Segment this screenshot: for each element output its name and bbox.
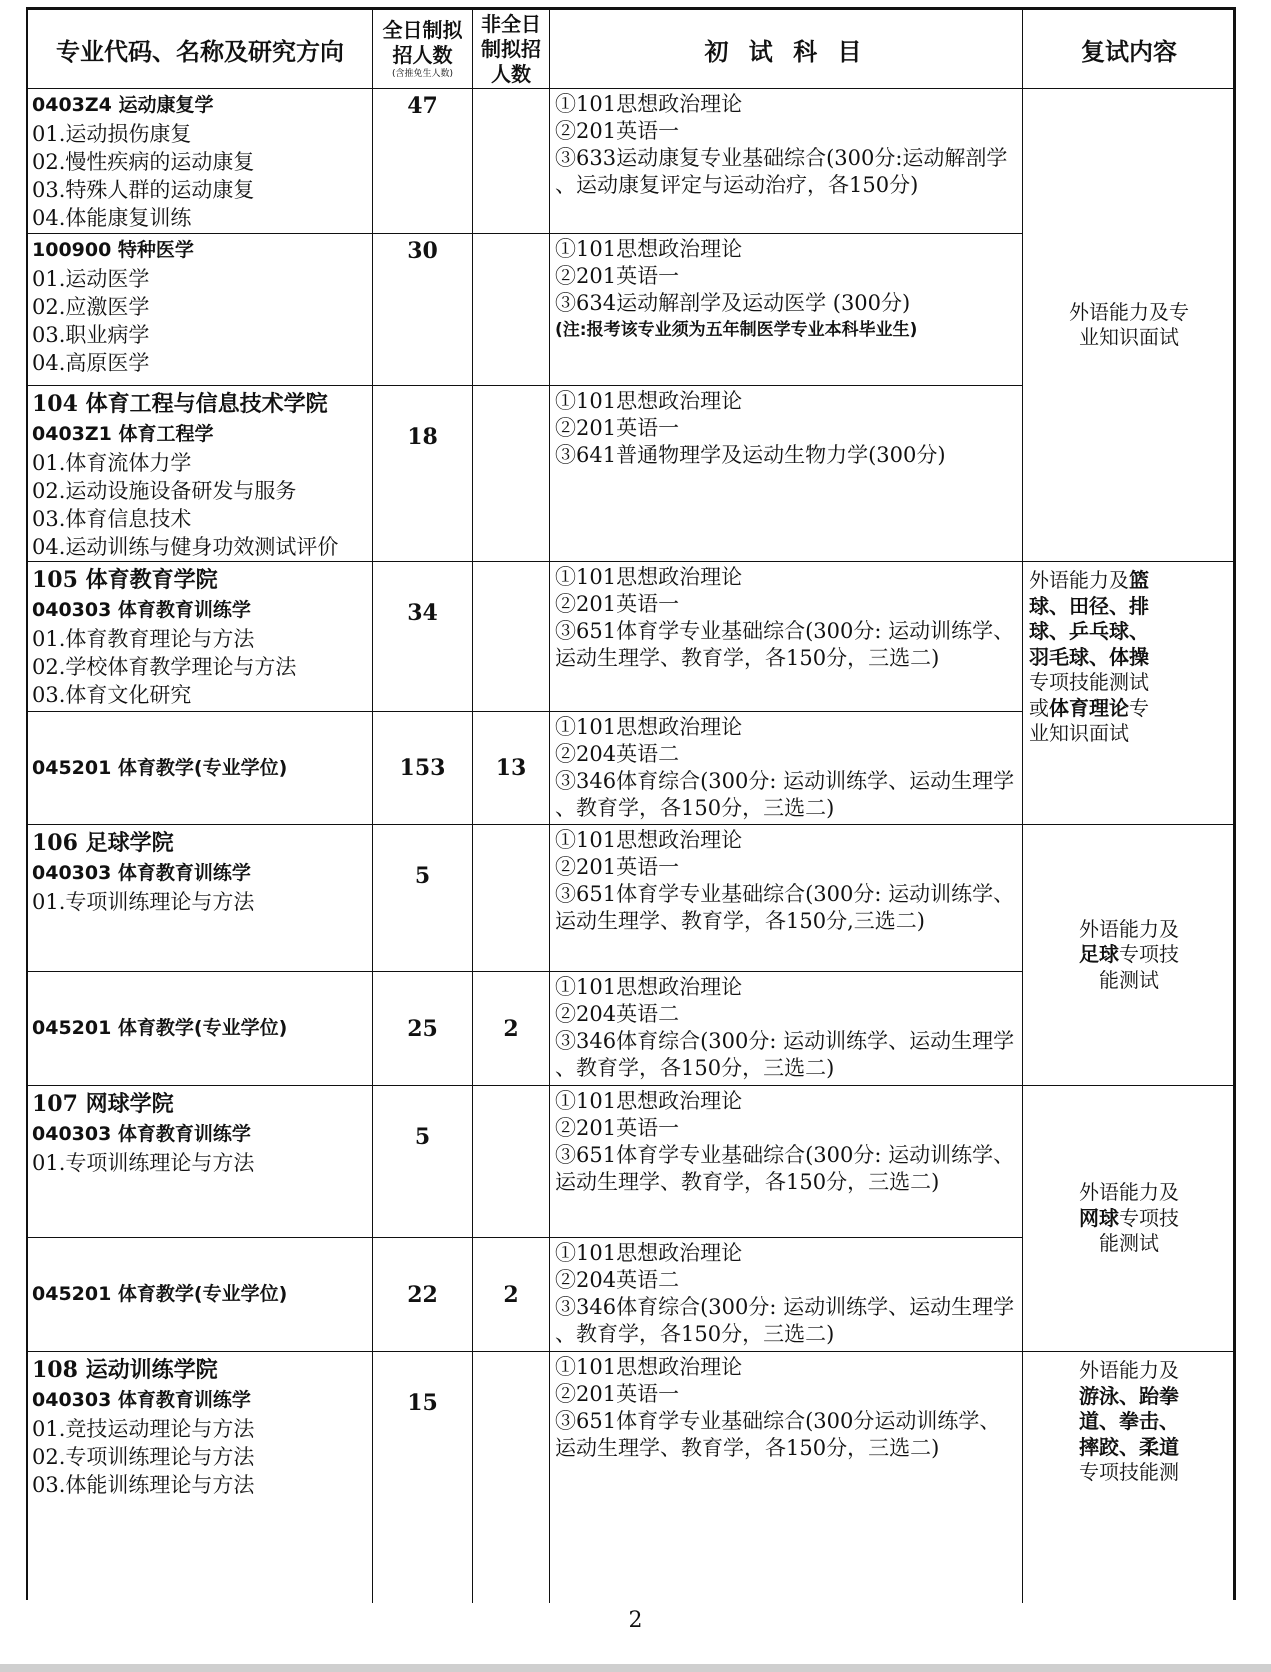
subject-line: ②201英语一 xyxy=(555,119,680,143)
retest-content xyxy=(1023,89,1235,562)
header-subjects-text: 初 试 科 目 xyxy=(704,37,868,66)
row-major-045201 xyxy=(28,972,373,1086)
row-major-0403z1 xyxy=(28,386,373,562)
subject-line: ①101思想政治理论 xyxy=(555,237,743,261)
subject-line: 运动生理学、教育学，各150分,三选二) xyxy=(555,909,925,933)
retest-content xyxy=(1023,1086,1235,1352)
subject-line: ②204英语二 xyxy=(555,742,680,766)
subject-line: ③634运动解剖学及运动医学 (300分) xyxy=(555,291,911,315)
fulltime-count xyxy=(373,972,473,1086)
fulltime-count-value: 5 xyxy=(414,863,431,889)
major-code: 045201 体育教学(专业学位) xyxy=(32,1283,288,1305)
header-fulltime xyxy=(373,10,473,89)
research-direction: 04.运动训练与健身功效测试评价 xyxy=(32,535,339,559)
research-direction: 02.专项训练理论与方法 xyxy=(32,1445,255,1469)
fulltime-count-value: 15 xyxy=(407,1390,438,1416)
parttime-count-value: 13 xyxy=(495,755,527,781)
exam-subjects xyxy=(550,972,1023,1086)
subject-line: ③651体育学专业基础综合(300分: 运动训练学、 xyxy=(555,1143,1015,1167)
header-retest xyxy=(1023,10,1235,89)
research-direction: 03.特殊人群的运动康复 xyxy=(32,178,255,202)
parttime-count xyxy=(473,712,550,825)
retest-text: 外语能力及 xyxy=(1079,1180,1179,1205)
retest-theory: 体育理论 xyxy=(1049,695,1129,720)
header-parttime-text: 非全日制拟招人数 xyxy=(481,11,541,86)
retest-content xyxy=(1023,1352,1235,1603)
subject-line: ①101思想政治理论 xyxy=(555,1089,743,1113)
retest-sports: 网球 xyxy=(1079,1205,1119,1230)
fulltime-count-value: 22 xyxy=(407,1281,438,1308)
subject-line: ③651体育学专业基础综合(300分运动训练学、 xyxy=(555,1409,1001,1433)
parttime-count xyxy=(473,1238,550,1352)
subject-line: ②201英语一 xyxy=(555,592,680,616)
exam-subjects xyxy=(550,712,1023,825)
fulltime-count-value: 153 xyxy=(399,755,446,781)
exam-subjects xyxy=(550,1352,1023,1603)
subject-line: ②201英语一 xyxy=(555,1382,680,1406)
subject-line: ③346体育综合(300分: 运动训练学、运动生理学 xyxy=(555,1295,1015,1319)
parttime-count xyxy=(473,825,550,972)
parttime-count xyxy=(473,562,550,712)
subject-line: ①101思想政治理论 xyxy=(555,389,743,413)
subject-line: 运动生理学、教育学，各150分，三选二) xyxy=(555,1436,940,1460)
major-code: 100900 特种医学 xyxy=(32,239,194,261)
major-code: 0403Z1 体育工程学 xyxy=(32,423,214,445)
parttime-count-value: 2 xyxy=(503,1281,519,1308)
subject-line: ③633运动康复专业基础综合(300分:运动解剖学 xyxy=(555,146,1008,170)
subject-line: ③651体育学专业基础综合(300分: 运动训练学、 xyxy=(555,882,1015,906)
research-direction: 01.专项训练理论与方法 xyxy=(32,1151,255,1175)
retest-text: 专项技能测试 xyxy=(1099,1205,1179,1256)
research-direction: 03.体育文化研究 xyxy=(32,683,192,707)
research-direction: 03.体育信息技术 xyxy=(32,507,192,531)
research-direction: 01.运动损伤康复 xyxy=(32,122,192,146)
subject-line: ②201英语一 xyxy=(555,855,680,879)
exam-subjects xyxy=(550,1238,1023,1352)
subject-line: ②204英语二 xyxy=(555,1268,680,1292)
major-code: 040303 体育教育训练学 xyxy=(32,1123,251,1145)
exam-subjects xyxy=(550,234,1023,386)
research-direction: 02.学校体育教学理论与方法 xyxy=(32,655,297,679)
fulltime-count-value: 34 xyxy=(407,600,438,626)
header-fulltime-text: 全日制拟招人数 xyxy=(382,18,463,67)
subject-line: 、运动康复评定与运动治疗，各150分) xyxy=(555,173,919,197)
bottom-edge-bar xyxy=(0,1664,1271,1672)
parttime-count xyxy=(473,386,550,562)
exam-subjects xyxy=(550,89,1023,234)
parttime-count-value: 2 xyxy=(503,1015,519,1042)
major-code: 0403Z4 运动康复学 xyxy=(32,94,214,116)
subject-line: 、教育学，各150分，三选二) xyxy=(555,796,835,820)
retest-text: 外语能力及 xyxy=(1079,1358,1179,1382)
subject-line: 、教育学，各150分，三选二) xyxy=(555,1056,835,1080)
retest-text: 专项技能测试 xyxy=(1099,942,1179,992)
fulltime-count xyxy=(373,234,473,386)
major-code: 045201 体育教学(专业学位) xyxy=(32,756,288,779)
research-direction: 04.体能康复训练 xyxy=(32,206,192,230)
exam-subjects xyxy=(550,825,1023,972)
research-direction: 01.体育教育理论与方法 xyxy=(32,627,255,651)
exam-subjects xyxy=(550,1086,1023,1238)
retest-sports: 游泳、跆拳道、拳击、摔跤、柔道 xyxy=(1079,1383,1179,1459)
fulltime-count xyxy=(373,562,473,712)
fulltime-count-value: 18 xyxy=(407,424,438,450)
row-major-040303 xyxy=(28,1352,373,1603)
row-major-040303 xyxy=(28,562,373,712)
subject-line: ③346体育综合(300分: 运动训练学、运动生理学 xyxy=(555,769,1015,793)
subject-line: ②204英语二 xyxy=(555,1002,680,1026)
subject-line: ②201英语一 xyxy=(555,416,680,440)
header-subjects xyxy=(550,10,1023,89)
fulltime-count xyxy=(373,1352,473,1603)
subject-line: ③651体育学专业基础综合(300分: 运动训练学、 xyxy=(555,619,1015,643)
fulltime-count-value: 30 xyxy=(407,238,438,264)
parttime-count xyxy=(473,234,550,386)
subject-line: ①101思想政治理论 xyxy=(555,828,743,852)
research-direction: 02.应激医学 xyxy=(32,295,150,319)
research-direction: 03.职业病学 xyxy=(32,323,150,347)
major-code: 040303 体育教育训练学 xyxy=(32,599,251,621)
page-number: 2 xyxy=(628,1608,643,1633)
subject-note: (注:报考该专业须为五年制医学专业本科毕业生) xyxy=(555,320,918,340)
fulltime-count xyxy=(373,1238,473,1352)
research-direction: 01.专项训练理论与方法 xyxy=(32,890,255,914)
header-parttime xyxy=(473,10,550,89)
retest-sports: 篮球、田径、排球、乒乓球、羽毛球、体操 xyxy=(1029,568,1149,669)
retest-sports: 足球 xyxy=(1079,942,1119,967)
research-direction: 03.体能训练理论与方法 xyxy=(32,1473,255,1497)
row-major-040303 xyxy=(28,825,373,972)
header-major xyxy=(28,10,373,89)
fulltime-count xyxy=(373,386,473,562)
fulltime-count-value: 47 xyxy=(407,93,438,119)
retest-text: 外语能力及 xyxy=(1079,916,1179,941)
fulltime-count xyxy=(373,89,473,234)
retest-text: 外语能力及专业知识面试 xyxy=(1069,299,1189,349)
retest-text: 专项技能测 xyxy=(1079,1460,1179,1484)
fulltime-count xyxy=(373,825,473,972)
subject-line: 运动生理学、教育学，各150分，三选二) xyxy=(555,1170,940,1194)
subject-line: ①101思想政治理论 xyxy=(555,92,743,116)
research-direction: 02.慢性疾病的运动康复 xyxy=(32,150,255,174)
department-title: 104 体育工程与信息技术学院 xyxy=(32,391,328,417)
parttime-count xyxy=(473,1086,550,1238)
subject-line: ①101思想政治理论 xyxy=(555,1355,743,1379)
research-direction: 02.运动设施设备研发与服务 xyxy=(32,479,297,503)
department-title: 106 足球学院 xyxy=(32,830,174,856)
research-direction: 04.高原医学 xyxy=(32,351,150,375)
parttime-count xyxy=(473,1352,550,1603)
subject-line: ③641普通物理学及运动生物力学(300分) xyxy=(555,443,946,467)
major-code: 045201 体育教学(专业学位) xyxy=(32,1017,288,1039)
retest-text: 外语能力及 xyxy=(1029,568,1129,592)
exam-subjects xyxy=(550,562,1023,712)
subject-line: 、教育学，各150分，三选二) xyxy=(555,1322,835,1346)
row-major-045201 xyxy=(28,712,373,825)
row-major-100900 xyxy=(28,234,373,386)
admissions-table xyxy=(26,7,1236,1600)
subject-line: ②201英语一 xyxy=(555,264,680,288)
fulltime-count xyxy=(373,1086,473,1238)
header-retest-text: 复试内容 xyxy=(1081,37,1177,66)
row-major-0403z4 xyxy=(28,89,373,234)
fulltime-count xyxy=(373,712,473,825)
fulltime-count-value: 25 xyxy=(407,1015,438,1042)
subject-line: ①101思想政治理论 xyxy=(555,975,743,999)
research-direction: 01.体育流体力学 xyxy=(32,451,192,475)
research-direction: 01.运动医学 xyxy=(32,267,150,291)
subject-line: 运动生理学、教育学，各150分，三选二) xyxy=(555,646,940,670)
subject-line: ①101思想政治理论 xyxy=(555,565,743,589)
subject-line: ②201英语一 xyxy=(555,1116,680,1140)
research-direction: 01.竞技运动理论与方法 xyxy=(32,1417,255,1441)
parttime-count xyxy=(473,972,550,1086)
major-code: 040303 体育教育训练学 xyxy=(32,862,251,884)
department-title: 108 运动训练学院 xyxy=(32,1357,218,1383)
department-title: 105 体育教育学院 xyxy=(32,567,218,593)
retest-content xyxy=(1023,825,1235,1086)
subject-line: ①101思想政治理论 xyxy=(555,1241,743,1265)
row-major-045201 xyxy=(28,1238,373,1352)
exam-subjects xyxy=(550,386,1023,562)
row-major-040303 xyxy=(28,1086,373,1238)
retest-text: 专项技能测试或 xyxy=(1029,670,1149,720)
fulltime-count-value: 5 xyxy=(414,1124,431,1150)
subject-line: ③346体育综合(300分: 运动训练学、运动生理学 xyxy=(555,1029,1015,1053)
parttime-count xyxy=(473,89,550,234)
header-fulltime-note: (含推免生人数) xyxy=(391,69,454,79)
header-major-text: 专业代码、名称及研究方向 xyxy=(56,37,344,66)
department-title: 107 网球学院 xyxy=(32,1091,174,1117)
retest-content xyxy=(1023,562,1235,825)
major-code: 040303 体育教育训练学 xyxy=(32,1389,251,1411)
subject-line: ①101思想政治理论 xyxy=(555,715,743,739)
retest-text: 专业知识面试 xyxy=(1029,695,1149,745)
